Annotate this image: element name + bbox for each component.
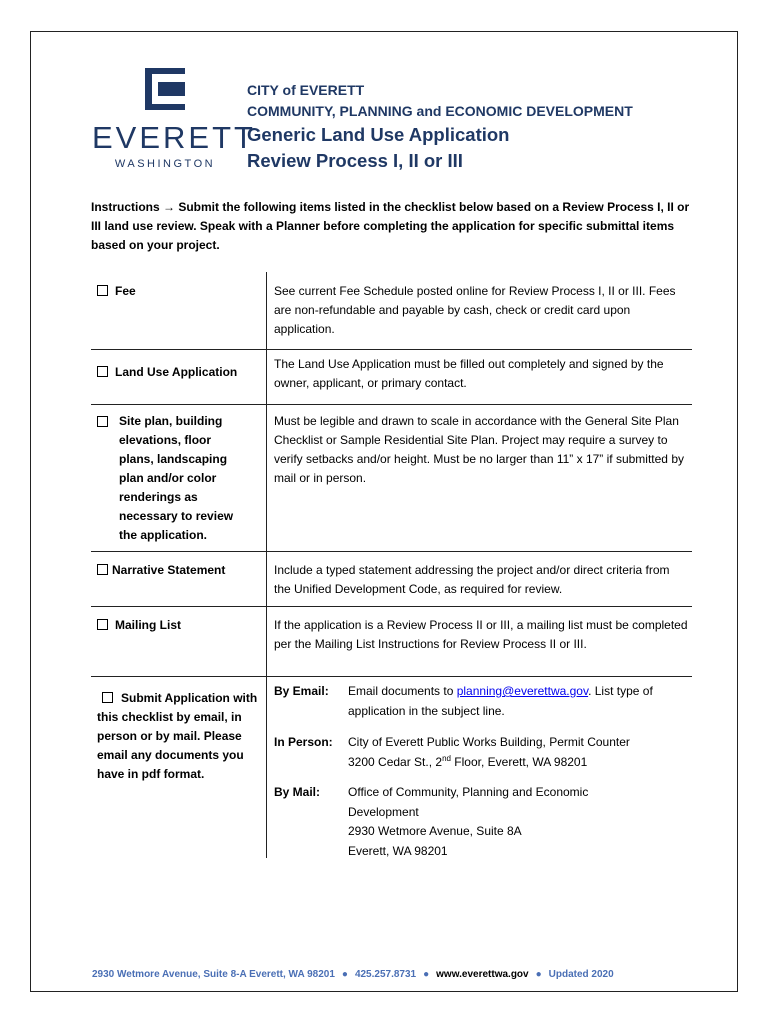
- mail-line: Everett, WA 98201: [348, 843, 448, 858]
- email-prefix: Email documents to: [348, 684, 457, 698]
- row-separator: [91, 404, 692, 405]
- mail-line: Development: [348, 804, 419, 819]
- page-footer: [92, 969, 692, 980]
- checklist-item-fee[interactable]: [97, 282, 259, 301]
- logo-subtitle: WASHINGTON: [114, 158, 216, 170]
- city-name: CITY of EVERETT: [247, 82, 365, 98]
- checkbox-icon[interactable]: [97, 564, 108, 575]
- by-email-text: [348, 682, 690, 721]
- address-part: Floor, Everett, WA 98201: [450, 754, 588, 769]
- bullet-icon: ●: [535, 969, 542, 980]
- by-mail-text: [348, 783, 690, 861]
- in-person-line-1: City of Everett Public Works Building, Permit Counter: [348, 735, 630, 749]
- checklist-label: Narrative Statement: [112, 563, 226, 577]
- checklist-label: Submit Application with this checklist by email, in person or by mail. Please email any documents you have in pdf format.: [97, 691, 258, 781]
- address-part: 3200 Cedar St., 2: [348, 754, 443, 769]
- checklist-description: Include a typed statement addressing the project and/or direct criteria from the Unified Development Code, as required for review.: [274, 563, 670, 596]
- ordinal-suffix: nd: [442, 753, 451, 763]
- document-subtitle: Review Process I, II or III: [247, 150, 463, 171]
- everett-logo-mark-icon: [145, 68, 185, 110]
- checkbox-icon[interactable]: [97, 366, 108, 377]
- checkbox-icon[interactable]: [97, 285, 108, 296]
- footer-updated: Updated 2020: [548, 969, 614, 980]
- in-person-line-2: [348, 753, 690, 773]
- footer-phone: 425.257.8731: [354, 969, 417, 980]
- checkbox-icon[interactable]: [97, 619, 108, 630]
- checklist-description: See current Fee Schedule posted online for Review Process I, II or III. Fees are non-refundable and payable by cash, check or credit card upon application.: [274, 284, 676, 336]
- checklist-item-mailing-list[interactable]: [97, 616, 259, 635]
- checklist-description: Must be legible and drawn to scale in accordance with the General Site Plan Checklist or Sample Residential Site Plan. Project may require a survey to verify setbacks and/or height. Must be no larger than 11” x 17” if submitted by mail or in person.: [274, 414, 684, 485]
- row-separator: [91, 676, 692, 677]
- logo-wordmark: EVERETT: [92, 120, 256, 155]
- checklist-label: Mailing List: [115, 618, 181, 632]
- everett-logo: [92, 68, 256, 178]
- footer-website[interactable]: www.everettwa.gov: [436, 969, 529, 980]
- table-divider: [266, 272, 267, 858]
- checklist-description: The Land Use Application must be filled out completely and signed by the owner, applicant, or primary contact.: [274, 357, 664, 390]
- row-separator: [91, 606, 692, 607]
- email-suffix: . List type of application in the subject line.: [348, 684, 653, 718]
- mail-line: Office of Community, Planning and Economic: [348, 785, 589, 799]
- in-person-text: [348, 733, 690, 772]
- checklist-label: Site plan, building elevations, floor plans, landscaping plan and/or color renderings as necessary to review the application.: [119, 414, 234, 542]
- instructions: Instructions → Submit the following items listed in the checklist below based on a Review Process I, II or III land use review. Speak with a Planner before completing the application for specific submittal items based on your project.: [91, 200, 690, 252]
- bullet-icon: ●: [341, 969, 348, 980]
- in-person-label: In Person:: [274, 735, 333, 749]
- checklist-label: Fee: [115, 284, 136, 298]
- by-mail-label: By Mail:: [274, 785, 321, 799]
- footer-address: 2930 Wetmore Avenue, Suite 8-A Everett, WA 98201: [92, 969, 335, 980]
- mail-line: 2930 Wetmore Avenue, Suite 8A: [348, 824, 522, 838]
- checkbox-icon[interactable]: [97, 416, 108, 427]
- bullet-icon: ●: [423, 969, 430, 980]
- checklist-item-submit-application[interactable]: [97, 689, 259, 784]
- checklist-label: Land Use Application: [115, 365, 238, 379]
- by-email-label: By Email:: [274, 684, 329, 698]
- checklist-item-narrative-statement[interactable]: [97, 561, 262, 580]
- row-separator: [91, 349, 692, 350]
- document-title: Generic Land Use Application: [247, 124, 510, 145]
- checklist-item-land-use-application[interactable]: [97, 363, 259, 382]
- email-link[interactable]: planning@everettwa.gov: [456, 684, 589, 698]
- checklist-description: If the application is a Review Process II or III, a mailing list must be completed per the Mailing List Instructions for Review Process II or III.: [274, 618, 688, 651]
- checklist-item-site-plan[interactable]: [97, 412, 247, 545]
- checkbox-icon[interactable]: [102, 692, 113, 703]
- department-name: COMMUNITY, PLANNING and ECONOMIC DEVELOPMENT: [247, 103, 633, 119]
- row-separator: [91, 551, 692, 552]
- document-header: [247, 80, 633, 174]
